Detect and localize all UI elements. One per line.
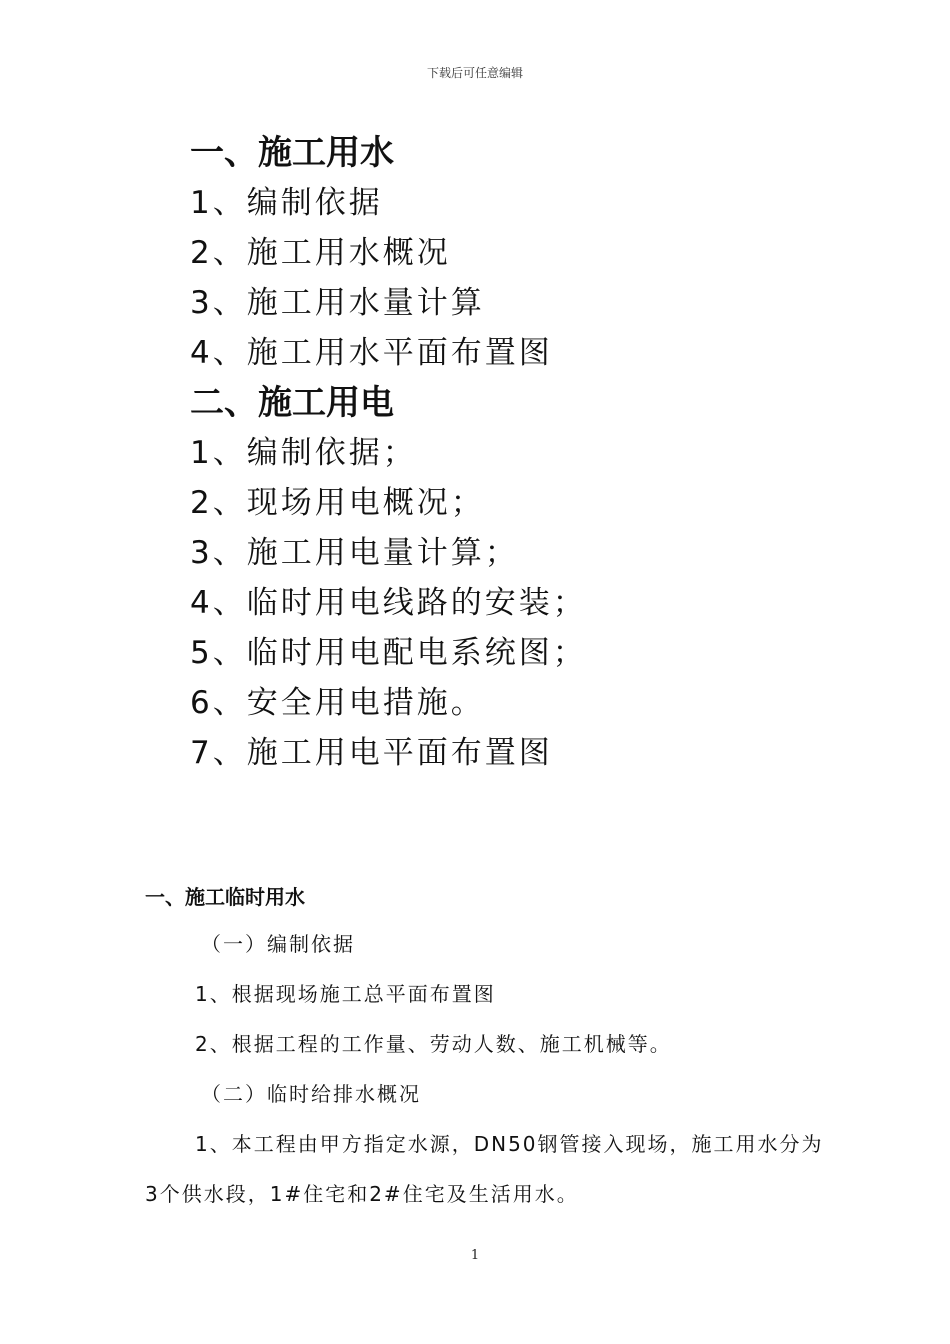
toc-item: 2、现场用电概况； xyxy=(190,485,485,521)
toc-item: 1、编制依据； xyxy=(190,435,417,471)
toc-heading-electricity: 二、施工用电 xyxy=(190,383,394,423)
list-item: 2、根据工程的工作量、劳动人数、施工机械等。 xyxy=(195,1032,672,1056)
body-section xyxy=(145,875,825,1219)
toc-heading-water: 一、施工用水 xyxy=(190,133,394,173)
body-paragraph: 1、本工程由甲方指定水源，DN50钢管接入现场，施工用水分为3个供水段，1#住宅和2#住宅及生活用水。 xyxy=(145,1132,824,1206)
page-header: 下载后可任意编辑 xyxy=(426,66,523,80)
toc-item: 3、施工用电量计算； xyxy=(190,535,519,571)
toc-item: 6、安全用电措施。 xyxy=(190,685,485,721)
toc-item: 4、临时用电线路的安装； xyxy=(190,585,587,621)
toc-item: 5、临时用电配电系统图； xyxy=(190,635,587,671)
table-of-contents xyxy=(190,128,890,778)
subsection-heading: （一）编制依据 xyxy=(201,932,355,956)
toc-item: 4、施工用水平面布置图 xyxy=(190,335,553,371)
subsection-heading: （二）临时给排水概况 xyxy=(201,1082,421,1106)
toc-item: 1、编制依据 xyxy=(190,185,383,221)
toc-item: 3、施工用水量计算 xyxy=(190,285,485,321)
page-number: 1 xyxy=(470,1248,480,1263)
toc-item: 7、施工用电平面布置图 xyxy=(190,735,553,771)
section-title: 一、施工临时用水 xyxy=(145,885,305,909)
list-item: 1、根据现场施工总平面布置图 xyxy=(195,982,496,1006)
toc-item: 2、施工用水概况 xyxy=(190,235,451,271)
